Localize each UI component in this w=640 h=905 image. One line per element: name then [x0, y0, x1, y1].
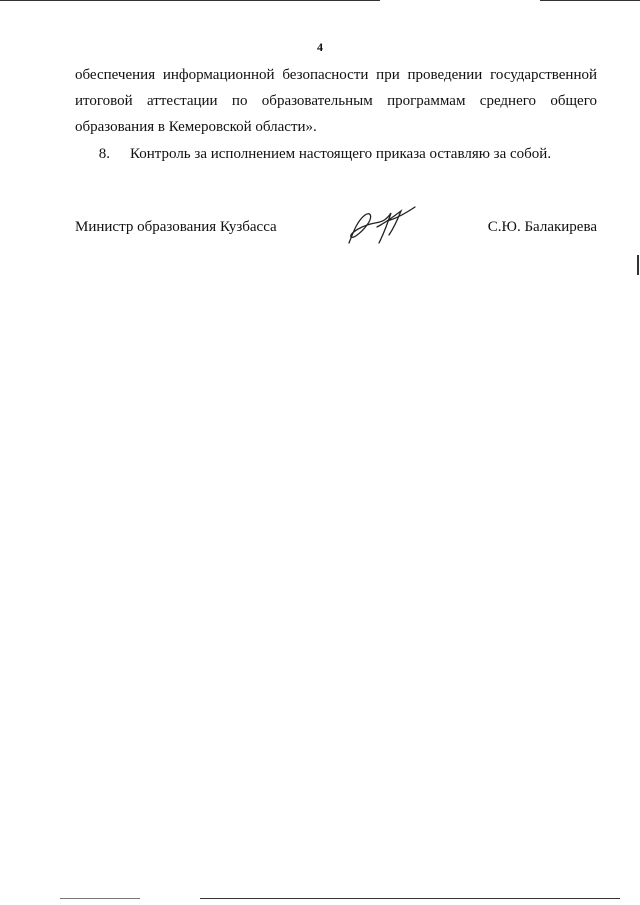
paragraph-line-1: обеспечения информационной безопасности при проведении государственной — [75, 67, 597, 83]
signature-block — [75, 215, 597, 255]
bottom-scan-line-left — [60, 898, 140, 899]
page-number: 4 — [317, 40, 323, 54]
right-edge-mark — [637, 255, 639, 275]
paragraph-line-2: итоговой аттестации по образовательным программам среднего общего — [75, 93, 597, 109]
list-item-8 — [75, 141, 597, 167]
item-text: Контроль за исполнением настоящего приказа оставляю за собой. — [130, 146, 552, 162]
bottom-scan-line-right — [200, 898, 620, 899]
item-number: 8. — [98, 146, 110, 162]
paragraph-continuation — [75, 62, 597, 140]
top-scan-line-left — [0, 0, 380, 1]
paragraph-line-3: образования в Кемеровской области». — [75, 119, 317, 135]
top-scan-line-right — [540, 0, 640, 1]
signer-title: Министр образования Кузбасса — [75, 219, 277, 235]
handwritten-signature — [343, 203, 423, 253]
signer-name: С.Ю. Балакирева — [487, 219, 597, 235]
